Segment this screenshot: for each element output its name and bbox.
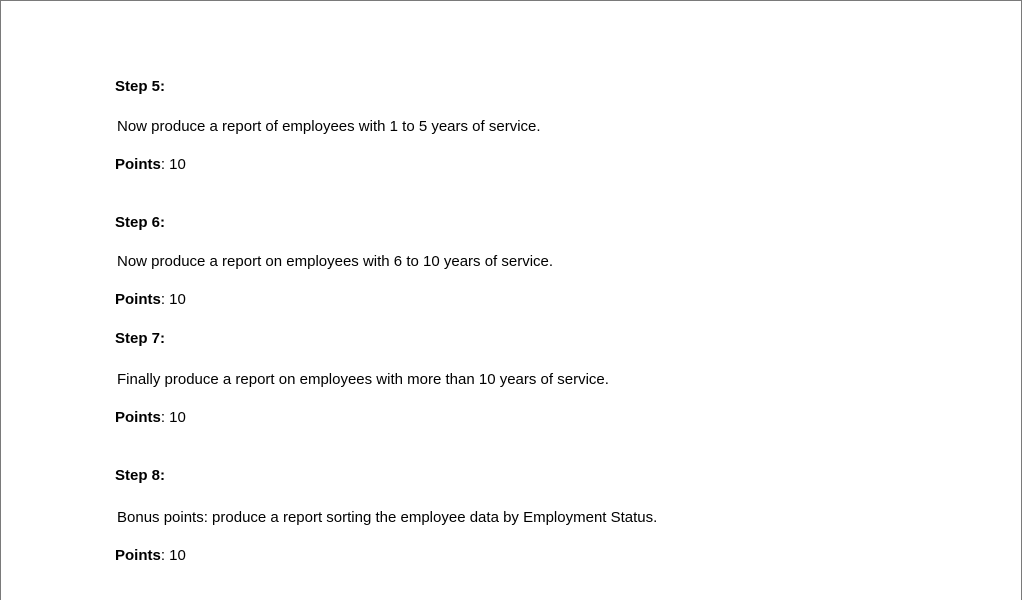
step-6-heading: Step 6: [115,214,166,231]
step-5-points [115,156,186,174]
step-8-text: Bonus points: produce a report sorting the employee data by Employment Status. [117,509,658,526]
step-7-text: Finally produce a report on employees with more than 10 years of service. [117,371,609,388]
step-5-text: Now produce a report of employees with 1 to 5 years of service. [117,118,541,135]
step-8-points-label: Points [115,547,161,564]
step-5-heading: Step 5: [115,78,166,95]
step-6-points-label: Points [115,291,161,308]
step-7-points-value: : 10 [160,409,186,426]
step-5-points-label: Points [115,156,161,173]
step-7-heading: Step 7: [115,330,166,347]
step-6-points-value: : 10 [160,291,186,308]
step-7-points [115,409,186,427]
step-8-points [115,547,186,565]
step-8-heading: Step 8: [115,467,166,484]
step-6-text: Now produce a report on employees with 6 to 10 years of service. [117,253,554,270]
step-8-points-value: : 10 [160,547,186,564]
step-5-points-value: : 10 [160,156,186,173]
step-6-points [115,291,186,309]
step-7-points-label: Points [115,409,161,426]
